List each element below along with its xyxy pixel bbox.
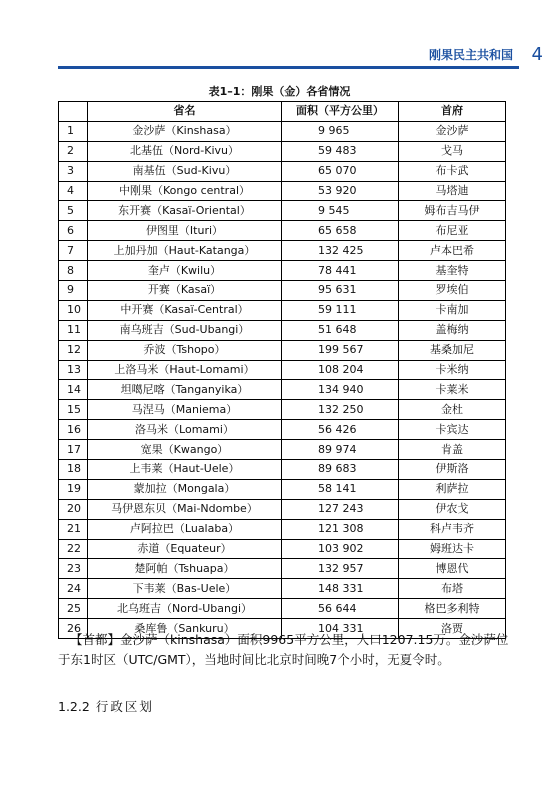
table-row bbox=[59, 221, 506, 241]
province-capital: 布尼亚 bbox=[399, 221, 506, 241]
row-index: 24 bbox=[59, 579, 88, 599]
section-title: 行政区划 bbox=[95, 699, 154, 714]
table-row bbox=[59, 599, 506, 619]
column-header-province: 省名 bbox=[88, 102, 282, 122]
table-row bbox=[59, 460, 506, 480]
section-heading bbox=[58, 697, 154, 715]
table-row bbox=[59, 241, 506, 261]
row-index: 20 bbox=[59, 499, 88, 519]
province-name: 东开赛（Kasaï-Oriental） bbox=[88, 201, 282, 221]
province-capital: 卡宾达 bbox=[399, 420, 506, 440]
header-rule bbox=[58, 66, 519, 69]
province-name: 中刚果（Kongo central） bbox=[88, 181, 282, 201]
province-capital: 戈马 bbox=[399, 141, 506, 161]
province-area: 56 644 bbox=[282, 599, 399, 619]
province-capital: 布塔 bbox=[399, 579, 506, 599]
province-name: 开赛（Kasaï） bbox=[88, 281, 282, 301]
province-capital: 洛贾 bbox=[399, 619, 506, 639]
province-area: 132 425 bbox=[282, 241, 399, 261]
table-row bbox=[59, 499, 506, 519]
province-name: 蒙加拉（Mongala） bbox=[88, 479, 282, 499]
row-index: 1 bbox=[59, 121, 88, 141]
province-name: 南基伍（Sud-Kivu） bbox=[88, 161, 282, 181]
province-name: 下韦莱（Bas-Uele） bbox=[88, 579, 282, 599]
row-index: 3 bbox=[59, 161, 88, 181]
province-capital: 利萨拉 bbox=[399, 479, 506, 499]
province-area: 108 204 bbox=[282, 360, 399, 380]
row-index: 10 bbox=[59, 300, 88, 320]
table-row bbox=[59, 519, 506, 539]
province-capital: 盖梅纳 bbox=[399, 320, 506, 340]
row-index: 15 bbox=[59, 400, 88, 420]
province-capital: 基桑加尼 bbox=[399, 340, 506, 360]
province-name: 赤道（Equateur） bbox=[88, 539, 282, 559]
table-row bbox=[59, 121, 506, 141]
row-index: 5 bbox=[59, 201, 88, 221]
province-name: 马涅马（Maniema） bbox=[88, 400, 282, 420]
table-row bbox=[59, 320, 506, 340]
province-name: 南乌班吉（Sud-Ubangi） bbox=[88, 320, 282, 340]
province-area: 89 683 bbox=[282, 460, 399, 480]
row-index: 17 bbox=[59, 440, 88, 460]
province-capital: 科卢韦齐 bbox=[399, 519, 506, 539]
province-area: 9 545 bbox=[282, 201, 399, 221]
province-area: 59 483 bbox=[282, 141, 399, 161]
column-header-area: 面积（平方公里） bbox=[282, 102, 399, 122]
province-capital: 卡南加 bbox=[399, 300, 506, 320]
province-area: 89 974 bbox=[282, 440, 399, 460]
row-index: 23 bbox=[59, 559, 88, 579]
province-name: 楚阿帕（Tshuapa） bbox=[88, 559, 282, 579]
row-index: 16 bbox=[59, 420, 88, 440]
province-name: 卢阿拉巴（Lualaba） bbox=[88, 519, 282, 539]
row-index: 8 bbox=[59, 261, 88, 281]
table-row bbox=[59, 181, 506, 201]
row-index: 4 bbox=[59, 181, 88, 201]
row-index: 18 bbox=[59, 460, 88, 480]
row-index: 21 bbox=[59, 519, 88, 539]
province-name: 奎卢（Kwilu） bbox=[88, 261, 282, 281]
province-area: 65 070 bbox=[282, 161, 399, 181]
chapter-title: 刚果民主共和国 bbox=[428, 48, 513, 62]
province-area: 58 141 bbox=[282, 479, 399, 499]
province-area: 132 250 bbox=[282, 400, 399, 420]
province-capital: 金沙萨 bbox=[399, 121, 506, 141]
table-row bbox=[59, 201, 506, 221]
province-capital: 基奎特 bbox=[399, 261, 506, 281]
province-area: 104 331 bbox=[282, 619, 399, 639]
province-capital: 卡莱米 bbox=[399, 380, 506, 400]
province-capital: 格巴多利特 bbox=[399, 599, 506, 619]
row-index: 12 bbox=[59, 340, 88, 360]
province-capital: 伊农戈 bbox=[399, 499, 506, 519]
table-row bbox=[59, 400, 506, 420]
table-row bbox=[59, 281, 506, 301]
province-capital: 伊斯洛 bbox=[399, 460, 506, 480]
province-area: 65 658 bbox=[282, 221, 399, 241]
province-area: 134 940 bbox=[282, 380, 399, 400]
province-capital: 马塔迪 bbox=[399, 181, 506, 201]
province-area: 127 243 bbox=[282, 499, 399, 519]
table-body bbox=[59, 121, 506, 638]
province-area: 78 441 bbox=[282, 261, 399, 281]
province-name: 金沙萨（Kinshasa） bbox=[88, 121, 282, 141]
province-name: 北乌班吉（Nord-Ubangi） bbox=[88, 599, 282, 619]
province-capital: 肯盖 bbox=[399, 440, 506, 460]
table-row bbox=[59, 340, 506, 360]
table-row bbox=[59, 261, 506, 281]
province-name: 桑库鲁（Sankuru） bbox=[88, 619, 282, 639]
table-row bbox=[59, 380, 506, 400]
table-row bbox=[59, 161, 506, 181]
province-capital: 罗埃伯 bbox=[399, 281, 506, 301]
row-index: 13 bbox=[59, 360, 88, 380]
section-number: 1.2.2 bbox=[58, 699, 90, 714]
province-area: 59 111 bbox=[282, 300, 399, 320]
province-capital: 姆布吉马伊 bbox=[399, 201, 506, 221]
table-row bbox=[59, 479, 506, 499]
province-area: 121 308 bbox=[282, 519, 399, 539]
province-area: 148 331 bbox=[282, 579, 399, 599]
table-row bbox=[59, 539, 506, 559]
page-number: 4 bbox=[531, 44, 543, 65]
province-name: 乔波（Tshopo） bbox=[88, 340, 282, 360]
province-name: 上加丹加（Haut-Katanga） bbox=[88, 241, 282, 261]
province-name: 中开赛（Kasaï-Central） bbox=[88, 300, 282, 320]
row-index: 2 bbox=[59, 141, 88, 161]
province-capital: 金杜 bbox=[399, 400, 506, 420]
province-area: 103 902 bbox=[282, 539, 399, 559]
province-name: 北基伍（Nord-Kivu） bbox=[88, 141, 282, 161]
province-area: 53 920 bbox=[282, 181, 399, 201]
column-header-index bbox=[59, 102, 88, 122]
provinces-table bbox=[58, 101, 506, 639]
table-row bbox=[59, 559, 506, 579]
province-area: 56 426 bbox=[282, 420, 399, 440]
province-capital: 姆班达卡 bbox=[399, 539, 506, 559]
row-index: 25 bbox=[59, 599, 88, 619]
province-capital: 卢本巴希 bbox=[399, 241, 506, 261]
table-caption: 表1–1：刚果（金）各省情况 bbox=[208, 85, 351, 98]
table-row bbox=[59, 360, 506, 380]
province-area: 9 965 bbox=[282, 121, 399, 141]
table-header-row bbox=[59, 102, 506, 122]
row-index: 26 bbox=[59, 619, 88, 639]
province-area: 199 567 bbox=[282, 340, 399, 360]
table-row bbox=[59, 579, 506, 599]
province-capital: 卡米纳 bbox=[399, 360, 506, 380]
province-name: 坦噶尼喀（Tanganyika） bbox=[88, 380, 282, 400]
province-name: 上洛马米（Haut-Lomami） bbox=[88, 360, 282, 380]
table-row bbox=[59, 440, 506, 460]
province-area: 95 631 bbox=[282, 281, 399, 301]
row-index: 14 bbox=[59, 380, 88, 400]
province-name: 伊图里（Ituri） bbox=[88, 221, 282, 241]
table-row bbox=[59, 420, 506, 440]
province-name: 洛马米（Lomami） bbox=[88, 420, 282, 440]
province-area: 51 648 bbox=[282, 320, 399, 340]
column-header-capital: 首府 bbox=[399, 102, 506, 122]
province-area: 132 957 bbox=[282, 559, 399, 579]
province-name: 宽果（Kwango） bbox=[88, 440, 282, 460]
table-row bbox=[59, 300, 506, 320]
province-capital: 布卡武 bbox=[399, 161, 506, 181]
row-index: 19 bbox=[59, 479, 88, 499]
province-capital: 博恩代 bbox=[399, 559, 506, 579]
province-name: 马伊恩东贝（Mai-Ndombe） bbox=[88, 499, 282, 519]
capital-note: 【首都】金沙萨（kinshasa）面积9965平方公里，人口1207.15万。金沙萨位于东1时区（UTC/GMT），当地时间比北京时间晚7个小时，无夏令时。 bbox=[58, 632, 509, 667]
row-index: 11 bbox=[59, 320, 88, 340]
row-index: 6 bbox=[59, 221, 88, 241]
table-row bbox=[59, 141, 506, 161]
row-index: 7 bbox=[59, 241, 88, 261]
row-index: 22 bbox=[59, 539, 88, 559]
province-name: 上韦莱（Haut-Uele） bbox=[88, 460, 282, 480]
row-index: 9 bbox=[59, 281, 88, 301]
